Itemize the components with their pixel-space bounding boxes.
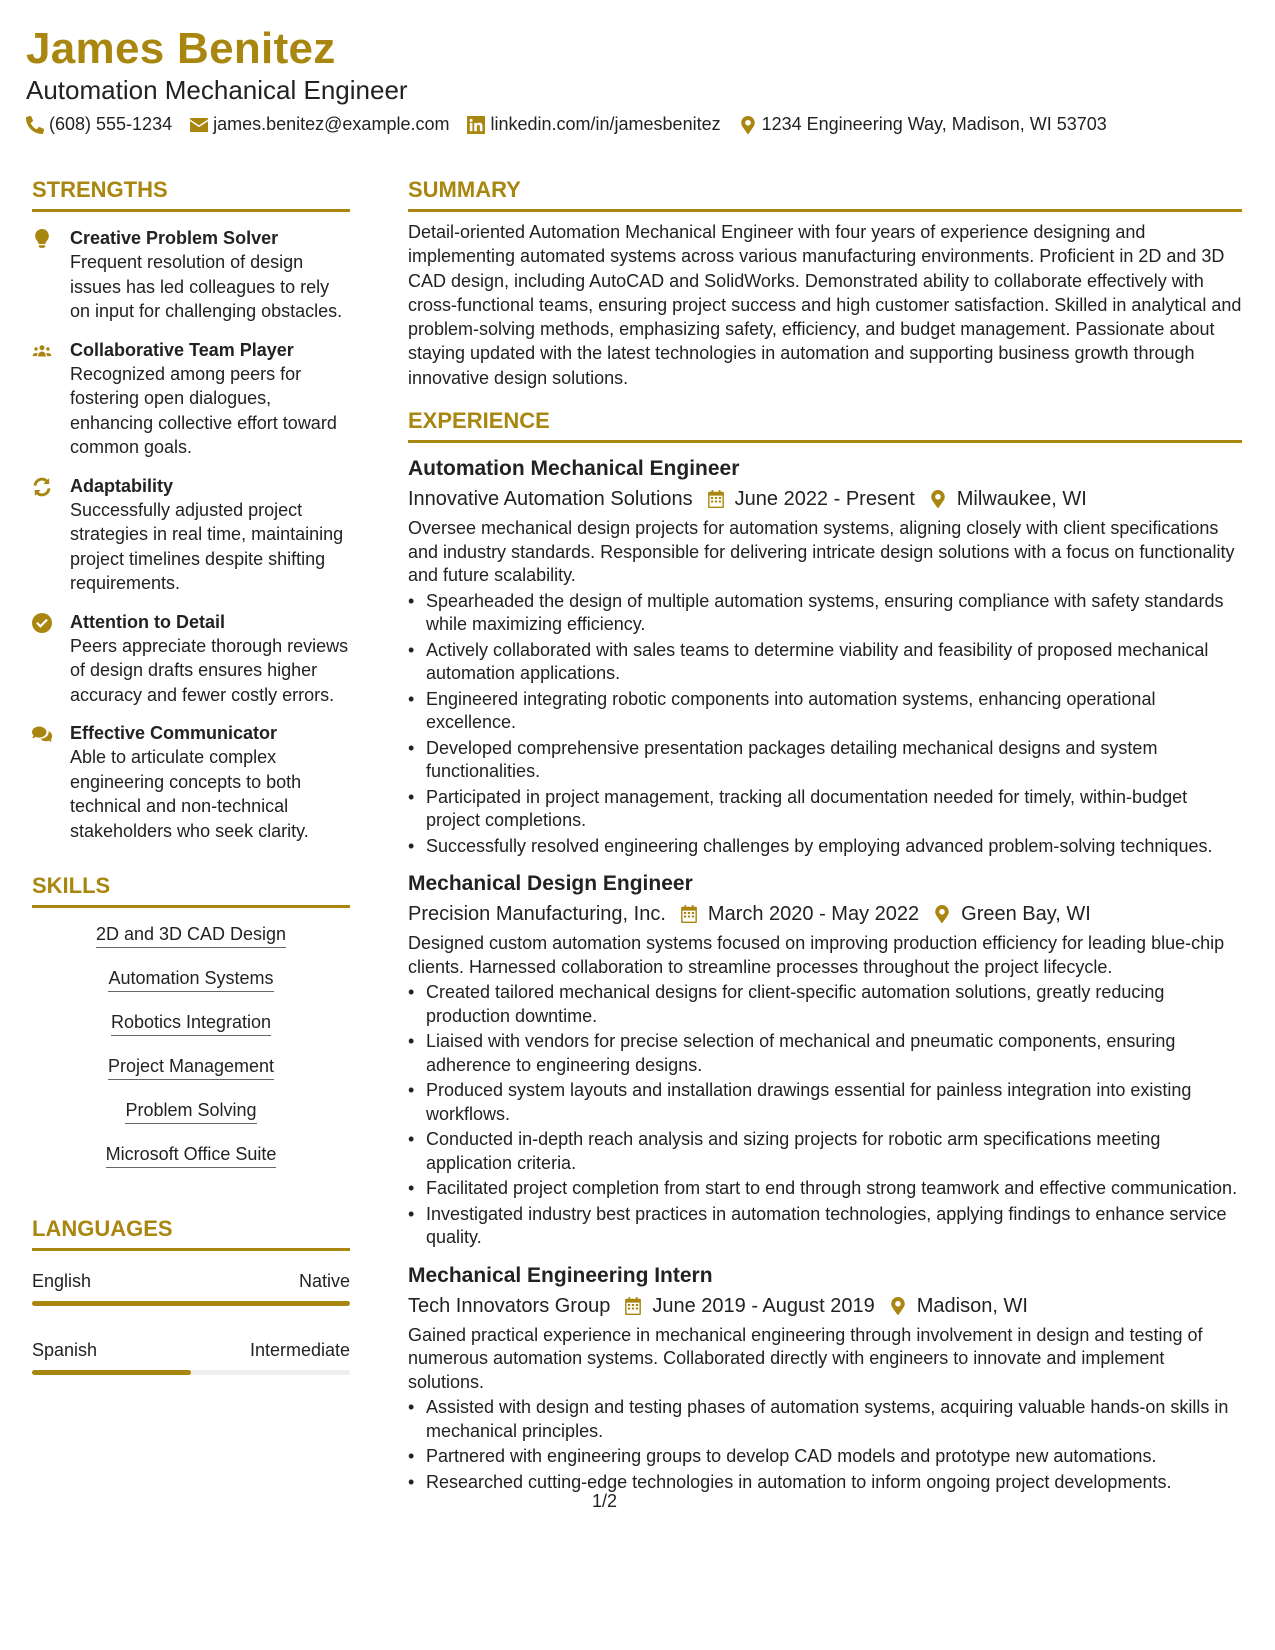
job-description: Designed custom automation systems focused on improving production efficiency for leading blue-chip clients. Harnessed collaboration to streamline processes throughout the project lifecycle. (408, 933, 1225, 977)
strength-description: Successfully adjusted project strategies in real time, maintaining project timelines despite shifting requirements. (70, 499, 344, 593)
job-bullet: • Partnered with engineering groups to develop CAD models and prototype new automations. (408, 1445, 1242, 1469)
calendar-icon (624, 1297, 642, 1315)
job-bullet: • Facilitated project completion from start to end through strong teamwork and effective communication. (408, 1177, 1242, 1201)
skill-item: Robotics Integration (111, 1010, 271, 1036)
job-location: Madison, WI (916, 1294, 1028, 1317)
strength-item (32, 475, 350, 596)
lightbulb-icon (32, 229, 52, 249)
job-entry (408, 455, 1242, 858)
contact-email-text: james.benitez@example.com (213, 114, 450, 134)
language-name: Spanish (32, 1340, 98, 1360)
job-dates: June 2019 - August 2019 (652, 1294, 875, 1317)
job-bullets (408, 590, 1242, 859)
language-level: Intermediate (249, 1340, 350, 1360)
skill-item: Project Management (108, 1054, 274, 1080)
language-proficiency-fill (32, 1301, 350, 1306)
contact-linkedin-text: linkedin.com/in/jamesbenitez (490, 114, 721, 134)
candidate-title: Automation Mechanical Engineer (26, 75, 408, 105)
skill-item: 2D and 3D CAD Design (96, 922, 286, 948)
map-pin-icon (933, 905, 951, 923)
job-company: Tech Innovators Group (408, 1294, 611, 1317)
skill-item: Microsoft Office Suite (106, 1142, 277, 1168)
language-level: Native (298, 1271, 350, 1291)
job-bullet: • Researched cutting-edge technologies in automation to inform ongoing project developments. (408, 1471, 1242, 1495)
job-title: Mechanical Engineering Intern (408, 1263, 713, 1287)
map-pin-icon (889, 1297, 907, 1315)
job-company: Precision Manufacturing, Inc. (408, 903, 666, 926)
job-bullet: • Investigated industry best practices in automation technologies, applying findings to enhance service quality. (408, 1203, 1242, 1250)
page-number: 1/2 (592, 1491, 618, 1511)
envelope-icon (190, 116, 208, 134)
skills-list (32, 922, 350, 1186)
job-dates: June 2022 - Present (734, 488, 915, 511)
job-description: Oversee mechanical design projects for automation systems, aligning closely with client specifications and industry standards. Responsible for delivering intricate design solutions with a focus on functionality and future scalability. (408, 518, 1235, 586)
job-bullet: • Developed comprehensive presentation packages detailing mechanical designs and system functionalities. (408, 737, 1242, 784)
strength-title: Adaptability (70, 475, 174, 496)
strength-item (32, 722, 350, 843)
map-pin-icon (929, 490, 947, 508)
calendar-icon (680, 905, 698, 923)
job-location: Green Bay, WI (961, 903, 1091, 926)
strength-description: Able to articulate complex engineering concepts to both technical and non-technical stakeholders who seek clarity. (70, 747, 309, 841)
language-item (32, 1269, 350, 1306)
check-circle-icon (32, 613, 52, 633)
strength-description: Recognized among peers for fostering open dialogues, enhancing collective effort toward common goals. (70, 363, 337, 457)
language-proficiency-bar (32, 1301, 350, 1306)
job-bullet: • Liaised with vendors for precise selection of mechanical and pneumatic components, ensuring adherence to engineering designs. (408, 1030, 1242, 1077)
job-company: Innovative Automation Solutions (408, 488, 693, 511)
strength-description: Frequent resolution of design issues has led colleagues to rely on input for challenging obstacles. (70, 252, 343, 321)
left-column (32, 177, 350, 1375)
language-name: English (32, 1271, 92, 1291)
contact-bar (26, 114, 1125, 135)
users-icon (32, 341, 52, 361)
contact-address-text: 1234 Engineering Way, Madison, WI 53703 (761, 114, 1107, 134)
contact-email[interactable] (190, 114, 449, 135)
strength-item (32, 227, 350, 324)
job-bullet: • Successfully resolved engineering challenges by employing advanced problem-solving techniques. (408, 835, 1242, 859)
strength-title: Collaborative Team Player (70, 339, 294, 360)
job-bullet: • Actively collaborated with sales teams to determine viability and feasibility of proposed mechanical automation applications. (408, 639, 1242, 686)
job-bullet: • Participated in project management, tracking all documentation needed for timely, within-budget project completions. (408, 786, 1242, 833)
map-pin-icon (739, 116, 757, 134)
skill-item: Automation Systems (108, 966, 273, 992)
strength-description: Peers appreciate thorough reviews of design drafts ensures higher accuracy and fewer costly errors. (70, 635, 349, 705)
language-proficiency-fill (32, 1370, 191, 1375)
phone-icon (26, 116, 44, 134)
job-bullet: • Engineered integrating robotic components into automation systems, enhancing operational excellence. (408, 688, 1242, 735)
experience-heading: EXPERIENCE (408, 408, 1242, 443)
job-dates: March 2020 - May 2022 (707, 903, 920, 926)
languages-heading: LANGUAGES (32, 1216, 350, 1251)
job-location: Milwaukee, WI (956, 488, 1087, 511)
job-bullets (408, 1396, 1242, 1494)
strength-item (32, 339, 350, 460)
contact-phone[interactable] (26, 114, 172, 135)
strength-title: Attention to Detail (70, 611, 225, 632)
job-entry (408, 870, 1242, 1250)
strength-item (32, 611, 350, 708)
language-proficiency-bar (32, 1370, 350, 1375)
strengths-heading: STRENGTHS (32, 177, 350, 212)
contact-phone-text: (608) 555-1234 (49, 114, 173, 134)
job-title: Automation Mechanical Engineer (408, 457, 740, 481)
calendar-icon (707, 490, 725, 508)
skills-heading: SKILLS (32, 873, 350, 908)
job-bullet: • Spearheaded the design of multiple automation systems, ensuring compliance with safety standards while maximizing efficiency. (408, 590, 1242, 637)
summary-text: Detail-oriented Automation Mechanical Engineer with four years of experience designing and implementing automated systems across various manufacturing environments. Proficient in 2D and 3D CAD design, including AutoCAD and SolidWorks. Demonstrated ability to collaborate effectively with cross-functional teams, ensuring project success and high customer satisfaction. Skilled in analytical and problem-solving methods, emphasizing safety, efficiency, and budget management. Passionate about staying updated with the latest technologies in automation and supporting business growth through innovative design solutions. (408, 222, 1242, 388)
language-item (32, 1338, 350, 1375)
job-bullet: • Created tailored mechanical designs for client-specific automation solutions, greatly reducing production downtime. (408, 981, 1242, 1028)
sync-icon (32, 477, 52, 497)
candidate-name: James Benitez (26, 24, 336, 73)
job-description: Gained practical experience in mechanical engineering through involvement in design and testing of numerous automation systems. Collaborated directly with engineers to innovate and implement solutions. (408, 1324, 1203, 1392)
job-bullet: • Conducted in-depth reach analysis and sizing projects for robotic arm specifications meeting application criteria. (408, 1128, 1242, 1175)
summary-heading: SUMMARY (408, 177, 1242, 212)
strength-title: Effective Communicator (70, 723, 278, 743)
job-bullets (408, 981, 1242, 1250)
strength-title: Creative Problem Solver (70, 228, 279, 248)
linkedin-icon (467, 116, 485, 134)
job-bullet: • Produced system layouts and installation drawings essential for painless integration into existing workflows. (408, 1079, 1242, 1126)
right-column (408, 177, 1242, 1496)
skill-item: Problem Solving (125, 1098, 256, 1124)
job-title: Mechanical Design Engineer (408, 872, 693, 896)
job-entry (408, 1262, 1242, 1495)
contact-linkedin[interactable] (467, 114, 720, 135)
job-bullet: • Assisted with design and testing phases of automation systems, acquiring valuable hands-on skills in mechanical principles. (408, 1396, 1242, 1443)
contact-address (739, 114, 1107, 135)
comments-icon (32, 724, 52, 744)
